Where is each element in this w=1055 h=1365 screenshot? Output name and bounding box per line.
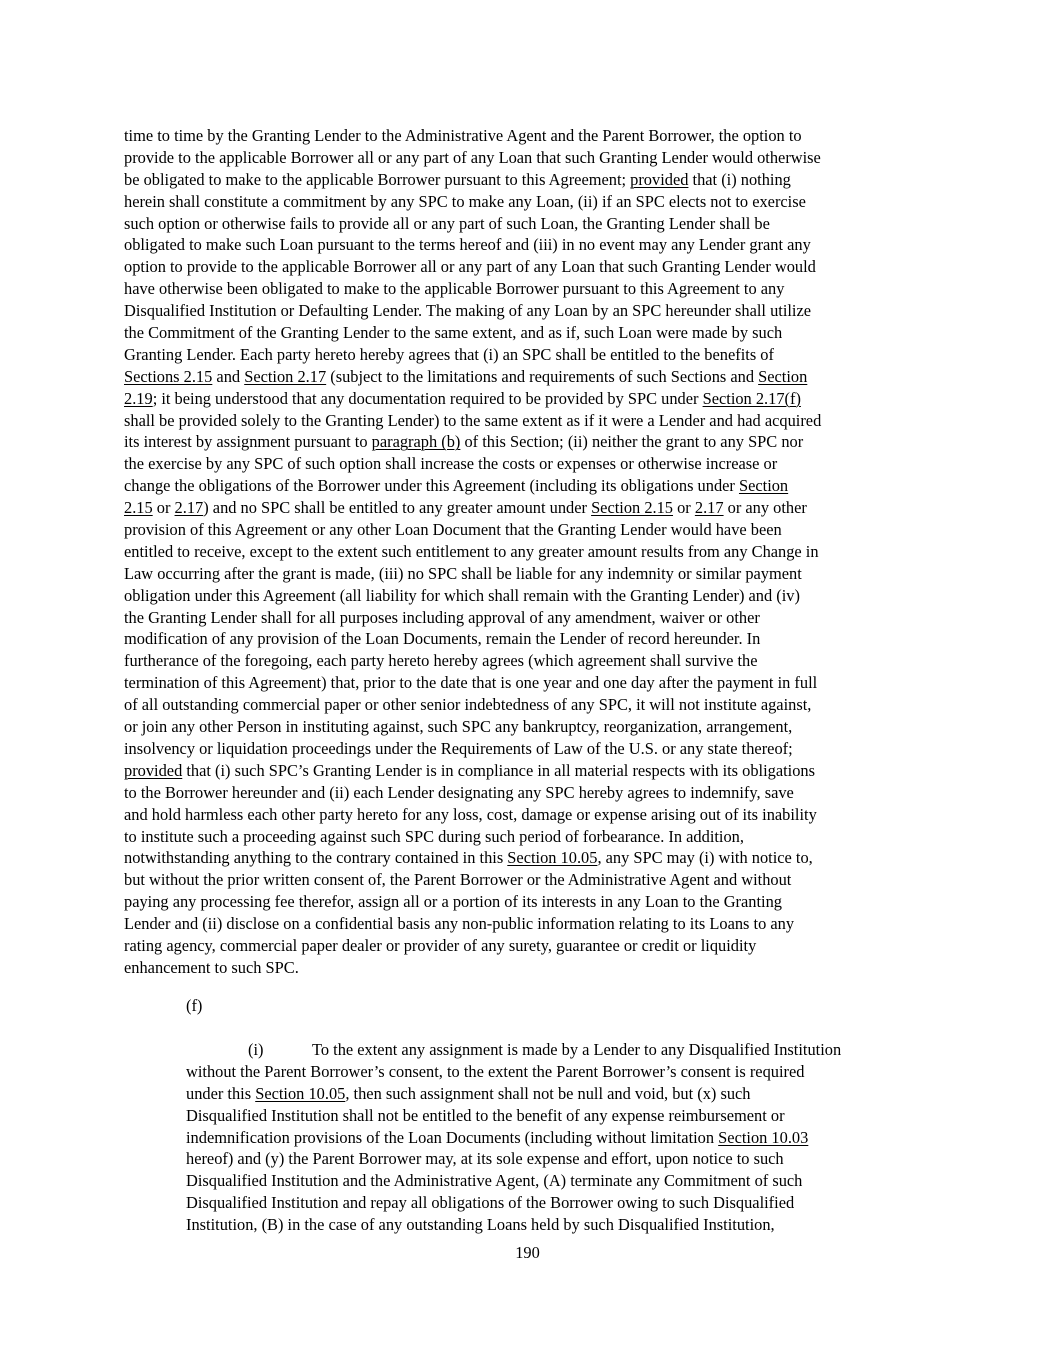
text-line: provision of this Agreement or any other Loan Document that the Granting Lender would have been: [124, 520, 782, 540]
text-line: 2.19; it being understood that any documentation required to be provided by SPC under Section 2.17(f): [124, 388, 801, 408]
text-line: Disqualified Institution and the Administrative Agent, (A) terminate any Commitment of such: [186, 1171, 803, 1191]
item-paragraph: [186, 1039, 931, 1236]
text-line: obligated to make such Loan pursuant to the terms hereof and (iii) in no event may any Lender grant any: [124, 235, 811, 255]
text-line: Sections 2.15 and Section 2.17 (subject to the limitations and requirements of such Sections and Section: [124, 366, 808, 386]
cross-reference: Section 2.17(f): [702, 388, 801, 408]
cross-reference: Section 2.15: [591, 498, 674, 518]
text-line: modification of any provision of the Loan Documents, remain the Lender of record hereunder. In: [124, 629, 761, 649]
text-line: of all outstanding commercial paper or other senior indebtedness of any SPC, it will not institute against,: [124, 695, 812, 715]
text-line: paying any processing fee therefor, assign all or a portion of its interests in any Loan to the Granting: [124, 892, 782, 912]
text-line: such option or otherwise fails to provide all or any part of such Loan, the Granting Lender shall be: [124, 213, 770, 233]
text-line: Disqualified Institution or Defaulting Lender. The making of any Loan by an SPC hereunder shall utilize: [124, 301, 812, 321]
cross-reference: Section: [758, 366, 808, 386]
text-line: its interest by assignment pursuant to paragraph (b) of this Section; (ii) neither the grant to any SPC nor: [124, 432, 804, 452]
text-line: 2.15 or 2.17) and no SPC shall be entitled to any greater amount under Section 2.15 or 2.17 or any other: [124, 498, 807, 518]
text-line: the exercise by any SPC of such option shall increase the costs or expenses or otherwise increase or: [124, 454, 778, 474]
text-line: but without the prior written consent of, the Parent Borrower or the Administrative Agent and without: [124, 870, 792, 890]
cross-reference: Section 2.17: [244, 366, 327, 386]
text-line: herein shall constitute a commitment by any SPC to make any Loan, (ii) if an SPC elects not to exercise: [124, 191, 806, 211]
text-line: under this Section 10.05, then such assignment shall not be null and void, but (x) such: [186, 1083, 751, 1103]
text-line: furtherance of the foregoing, each party hereto hereby agrees (which agreement shall survive the: [124, 651, 758, 671]
subsection-label: (f): [186, 996, 203, 1015]
cross-reference: Section 10.05: [507, 848, 598, 868]
text-line: to institute such a proceeding against such SPC during such period of forbearance. In addition,: [124, 826, 744, 846]
text-line: shall be provided solely to the Granting Lender) to the same extent as if it were a Lender and had acquired: [124, 410, 822, 430]
text-line: entitled to receive, except to the extent such entitlement to any greater amount results from any Change in: [124, 541, 819, 561]
item-number: (i): [248, 1040, 264, 1059]
cross-reference: Sections 2.15: [124, 366, 213, 386]
cross-reference: paragraph (b): [371, 432, 461, 452]
text-line: provide to the applicable Borrower all or any part of any Loan that such Granting Lender would otherwise: [124, 147, 821, 167]
cross-reference: Section: [738, 476, 789, 496]
text-line: or join any other Person in instituting against, such SPC any bankruptcy, reorganization, arrangement,: [124, 717, 793, 737]
text-line: insolvency or liquidation proceedings under the Requirements of Law of the U.S. or any state thereof;: [124, 738, 793, 758]
text-line: Law occurring after the grant is made, (iii) no SPC shall be liable for any indemnity or similar payment: [124, 563, 802, 583]
cross-reference: Section 10.03: [718, 1127, 809, 1147]
cross-reference: Section 10.05: [255, 1083, 346, 1103]
text-line: termination of this Agreement) that, prior to the date that is one year and one day after the payment in full: [124, 673, 818, 693]
text-line: rating agency, commercial paper dealer or provider of any surety, guarantee or credit or liquidity: [124, 935, 757, 955]
main-paragraph: [124, 125, 939, 979]
text-line: (i) To the extent any assignment is made by a Lender to any Disqualified Institution: [248, 1040, 842, 1059]
cross-reference: 2.17: [694, 498, 724, 518]
text-line: Disqualified Institution shall not be entitled to the benefit of any expense reimbursement or: [186, 1105, 785, 1125]
text-line: the Granting Lender shall for all purposes including approval of any amendment, waiver or other: [124, 607, 760, 627]
cross-reference: 2.19: [124, 388, 153, 408]
text-line: be obligated to make to the applicable Borrower pursuant to this Agreement; provided that (i) nothing: [124, 169, 791, 189]
text-line: Granting Lender. Each party hereto hereby agrees that (i) an SPC shall be entitled to the benefits of: [124, 344, 774, 364]
text-line: Lender and (ii) disclose on a confidential basis any non-public information relating to its Loans to any: [124, 914, 795, 934]
cross-reference: provided: [124, 760, 183, 780]
page-number: 190: [515, 1243, 540, 1262]
cross-reference: provided: [630, 169, 689, 189]
text-line: option to provide to the applicable Borrower all or any part of any Loan that such Granting Lender would: [124, 257, 816, 277]
text-line: provided that (i) such SPC’s Granting Lender is in compliance in all material respects with its obligations: [124, 760, 816, 780]
text-line: Disqualified Institution and repay all obligations of the Borrower owing to such Disqualified: [186, 1193, 795, 1213]
text-line: indemnification provisions of the Loan Documents (including without limitation Section 10.03: [186, 1127, 809, 1147]
text-line: to the Borrower hereunder and (ii) each Lender designating any SPC hereby agrees to indemnify, save: [124, 782, 794, 802]
text-line: enhancement to such SPC.: [124, 957, 299, 977]
text-line: Institution, (B) in the case of any outstanding Loans held by such Disqualified Institution,: [186, 1215, 775, 1235]
text-line: notwithstanding anything to the contrary contained in this Section 10.05, any SPC may (i) with notice to,: [124, 848, 813, 868]
text-line: have otherwise been obligated to make to the applicable Borrower pursuant to this Agreement to any: [124, 279, 785, 299]
cross-reference: 2.17: [174, 498, 204, 518]
text-line: obligation under this Agreement (all liability for which shall remain with the Granting Lender) and (iv): [124, 585, 800, 605]
text-line: hereof) and (y) the Parent Borrower may, at its sole expense and effort, upon notice to such: [186, 1149, 784, 1169]
text-line: the Commitment of the Granting Lender to the same extent, and as if, such Loan were made by such: [124, 323, 783, 343]
text-line: and hold harmless each other party hereto for any loss, cost, damage or expense arising out of its inability: [124, 804, 817, 824]
cross-reference: 2.15: [124, 498, 153, 518]
text-line: change the obligations of the Borrower under this Agreement (including its obligations under Section: [124, 476, 789, 496]
text-line: time to time by the Granting Lender to the Administrative Agent and the Parent Borrower, the option to: [124, 126, 802, 145]
text-line: without the Parent Borrower’s consent, to the extent the Parent Borrower’s consent is required: [186, 1061, 805, 1081]
